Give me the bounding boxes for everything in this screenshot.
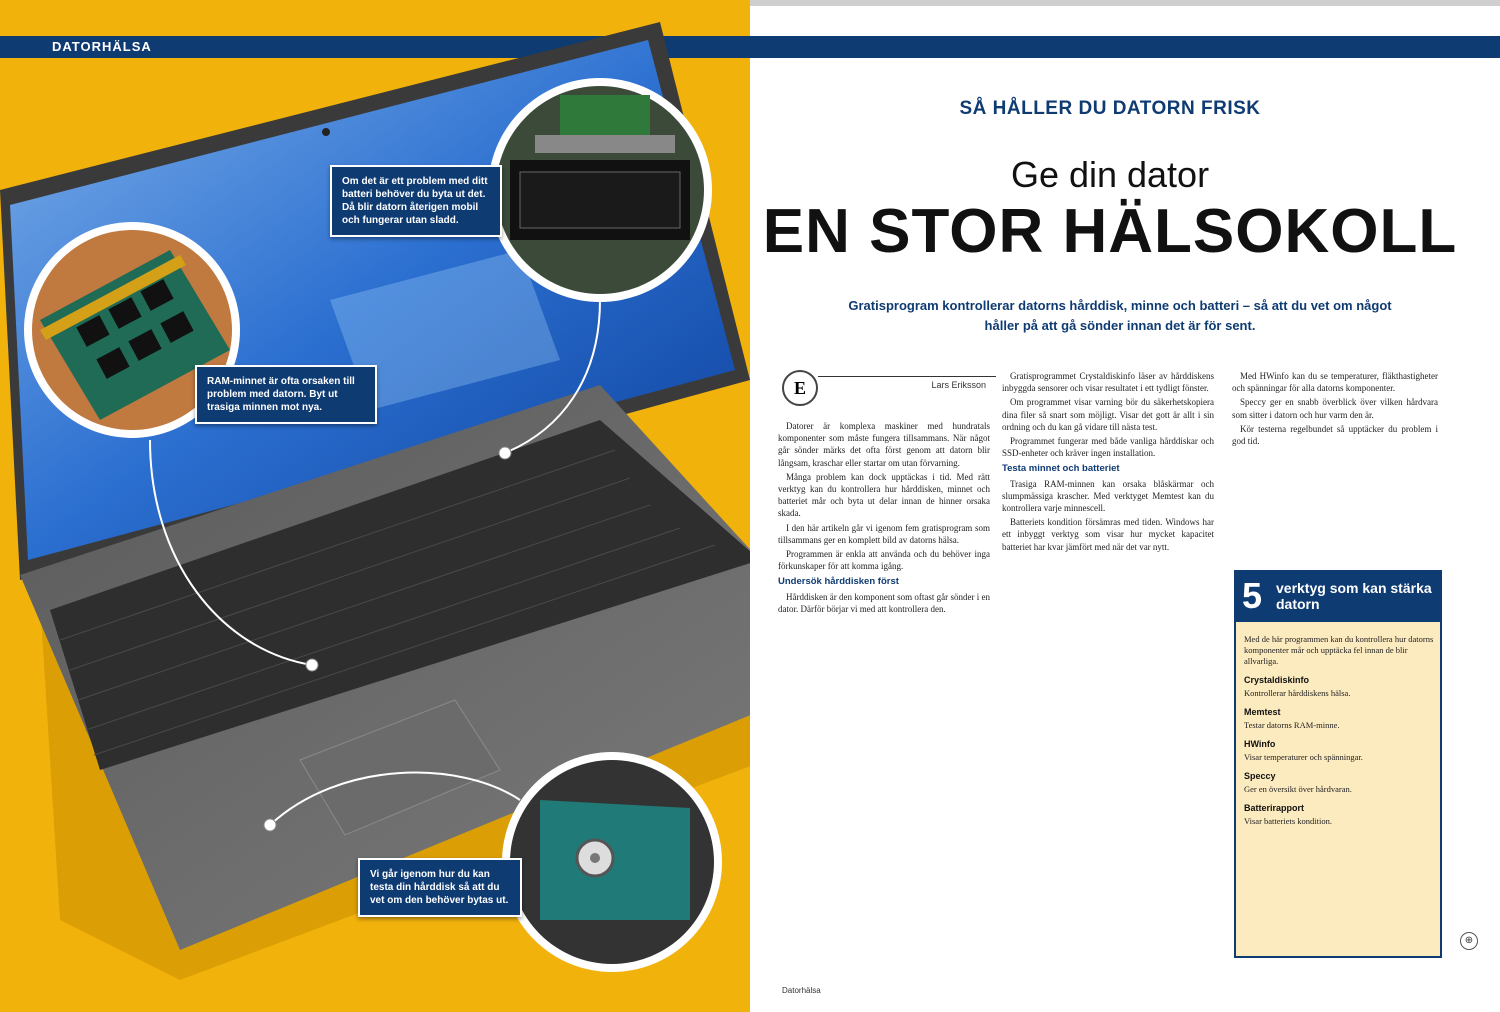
factbox-body bbox=[1244, 634, 1434, 827]
author-logo-icon: E bbox=[782, 370, 818, 406]
factbox-item-desc: Testar datorns RAM-minne. bbox=[1244, 720, 1340, 730]
paragraph: Batteriets kondition försämras med tiden. Windows har ett inbyggt verktyg som visar hur mycket kapacitet batteriet har kvar jämfört med när det var nytt. bbox=[1002, 517, 1214, 552]
kicker: SÅ HÅLLER DU DATORN FRISK bbox=[959, 98, 1261, 119]
section-bar-right bbox=[750, 36, 1500, 58]
factbox-item-name: Crystaldiskinfo bbox=[1244, 675, 1310, 685]
paragraph: Datorer är komplexa maskiner med hundratals komponenter som måste fungera tillsammans. När något går sönder märks det ofta först genom att datorn blir långsam, kraschar eller startar om utan förvarning. bbox=[778, 421, 990, 468]
section-label: DATORHÄLSA bbox=[52, 39, 152, 54]
headline-main: EN STOR HÄLSOKOLL bbox=[762, 197, 1458, 266]
factbox-item-desc: Visar batteriets kondition. bbox=[1244, 816, 1333, 826]
factbox-item-name: Batterirapport bbox=[1244, 803, 1305, 813]
byline-name: Lars Eriksson bbox=[931, 380, 986, 390]
hdd-magnifier bbox=[502, 752, 722, 972]
paragraph: I den här artikeln går vi igenom fem gratisprogram som tillsammans ger en komplett bild av datorns hälsa. bbox=[778, 522, 990, 545]
byline bbox=[776, 368, 992, 408]
right-page bbox=[750, 6, 1500, 1012]
factbox-item-name: Memtest bbox=[1244, 707, 1281, 717]
factbox-number: 5 bbox=[1242, 575, 1263, 616]
paragraph: Hårddisken är den komponent som oftast går sönder i en dator. Därför börjar vi med att kontrollera den. bbox=[778, 591, 990, 614]
headline-top: Ge din dator bbox=[1010, 154, 1210, 195]
article-column-2 bbox=[1002, 370, 1214, 555]
factbox-item-name: Speccy bbox=[1244, 771, 1276, 781]
ingress: Gratisprogram kontrollerar datorns hårddisk, minne och batteri – så att du vet om något håller på att gå sönder innan det är för sent. bbox=[848, 298, 1392, 333]
callout-hdd: Vi går igenom hur du kan testa din hårddisk så att du vet om den behöver bytas ut. bbox=[358, 858, 522, 917]
callout-ram: RAM-minnet är ofta orsaken till problem med datorn. Byt ut trasiga minnen mot nya. bbox=[195, 365, 377, 424]
paragraph: Kör testerna regelbundet så upptäcker du problem i god tid. bbox=[1232, 423, 1438, 447]
paragraph: Trasiga RAM-minnen kan orsaka blåskärmar och slumpmässiga krascher. Med verktyget Memtest kan du kontrollera varje minnescell. bbox=[1002, 478, 1214, 514]
subheading: Testa minnet och batteriet bbox=[1002, 463, 1120, 475]
paragraph: Med HWinfo kan du se temperaturer, fläkthastigheter och spänningar för alla datorns komponenter. bbox=[1232, 371, 1438, 394]
callout-battery: Om det är ett problem med ditt batteri behöver du byta ut det. Då blir datorn återigen mobil och fungerar utan sladd. bbox=[330, 165, 502, 237]
factbox-intro: Med de här programmen kan du kontrollera hur datorns komponenter mår och upptäcka fel innan de blir allvarliga. bbox=[1244, 634, 1434, 666]
paragraph: Om programmet visar varning bör du säkerhetskopiera dina filer så snart som möjligt. Visar det gott är allt i sin ordning och du kan gå vidare till nästa test. bbox=[1002, 397, 1214, 432]
subheading: Undersök hårddisken först bbox=[778, 576, 899, 588]
factbox-header bbox=[1236, 572, 1440, 622]
factbox-item-desc: Kontrollerar hårddiskens hälsa. bbox=[1244, 688, 1351, 698]
paragraph: Programmen är enkla att använda och du behöver inga förkunskaper för att komma igång. bbox=[778, 549, 990, 572]
article-column-1 bbox=[778, 420, 990, 617]
factbox-title: verktyg som kan stärka datorn bbox=[1276, 580, 1432, 612]
factbox-item-desc: Ger en översikt över hårdvaran. bbox=[1244, 784, 1352, 794]
factbox-item-name: HWinfo bbox=[1244, 739, 1276, 749]
paragraph: Programmet fungerar med både vanliga hårddiskar och SSD-enheter och kräver ingen installation. bbox=[1002, 436, 1214, 459]
paragraph: Gratisprogrammet Crystaldiskinfo läser av hårddiskens inbyggda sensorer och visar resultatet i ett tydligt fönster. bbox=[1002, 371, 1214, 394]
paragraph: Speccy ger en snabb överblick över vilken hårdvara som sitter i datorn och hur varm den är. bbox=[1232, 397, 1438, 420]
paragraph: Många problem kan dock upptäckas i tid. Med rätt verktyg kan du kontrollera hur hårddisken, minnet och batteriet mår och byta ut delar innan de hinner orsaka skada. bbox=[778, 471, 990, 519]
byline-rule bbox=[818, 376, 996, 377]
tools-factbox bbox=[1234, 570, 1442, 958]
article-column-3 bbox=[1232, 370, 1438, 449]
battery-magnifier bbox=[488, 78, 712, 302]
factbox-item-desc: Visar temperaturer och spänningar. bbox=[1244, 752, 1363, 762]
page-footer: Datorhälsa bbox=[782, 986, 821, 995]
page-mark-icon: ⊕ bbox=[1460, 932, 1478, 950]
webcam-icon bbox=[322, 128, 330, 136]
